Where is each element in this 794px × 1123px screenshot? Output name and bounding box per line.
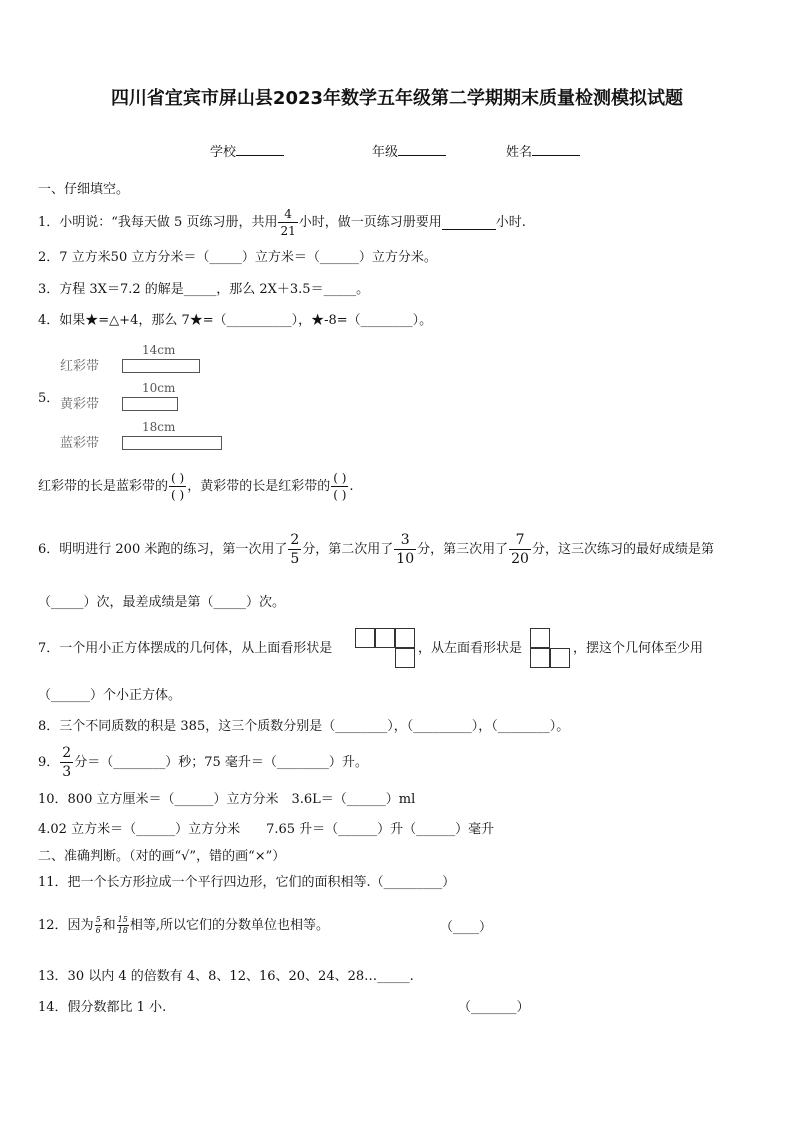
fraction-denominator-blank[interactable]: ( ) (333, 488, 347, 502)
question-13-text: 30 以内 4 的倍数有 4、8、12、16、20、24、28…_____. (67, 969, 414, 984)
question-9 (38, 746, 368, 779)
question-1-text-c: 小时. (495, 215, 526, 230)
question-11-number: 11． (38, 875, 68, 890)
question-14-text: 假分数都比 1 小. (67, 1000, 167, 1015)
fraction-denominator: 10 (396, 551, 415, 567)
question-5-text-a: 红彩带的长是蓝彩带的 (38, 479, 169, 494)
question-10 (38, 793, 415, 806)
question-10-line-2: 4.02 立方米＝（______）立方分米 7.65 升＝（______）升（______）毫升 (38, 822, 495, 837)
question-7-text-b: ，从左面看形状是 (418, 641, 523, 656)
question-5-text-c: . (349, 479, 354, 494)
question-14-number: 14． (38, 1000, 68, 1015)
question-8-text: 三个不同质数的积是 385，这三个质数分别是（________），（_________），（________）。 (59, 719, 570, 734)
question-3-text: 方程 3X＝7.2 的解是_____，那么 2X＋3.5＝_____。 (59, 282, 370, 297)
question-2 (38, 251, 437, 264)
question-6-fraction-2 (394, 533, 416, 566)
question-12-text-a: 因为 (67, 918, 94, 933)
question-13 (38, 970, 414, 983)
top-view-cell (375, 628, 395, 648)
fraction-denominator: 3 (62, 764, 72, 780)
name-field[interactable] (506, 143, 580, 159)
question-4 (38, 314, 432, 327)
question-6-text-c: 分，第三次用了 (417, 542, 509, 557)
question-4-text: 如果★=△+4，那么 7★=（__________），★-8=（________）。 (59, 313, 433, 328)
question-11-text: 把一个长方形拉成一个平行四边形，它们的面积相等.（_________） (67, 875, 456, 890)
question-7-number: 7． (38, 641, 60, 656)
left-view-cell (530, 628, 550, 648)
ribbon-blue-label: 蓝彩带 (60, 436, 100, 451)
left-view-cell (550, 648, 570, 668)
question-1-text-a: 小明说：“我每天做 5 页练习册，共用 (59, 215, 278, 230)
question-7-line-1 (38, 642, 332, 655)
question-6-line-2: （_____）次，最差成绩是第（_____）次。 (38, 595, 286, 610)
fraction-denominator: 20 (511, 551, 529, 567)
question-4-number: 4． (38, 313, 60, 328)
question-10-number: 10． (38, 792, 68, 807)
ribbon-yellow-length: 10cm (142, 381, 176, 395)
fraction-numerator: 7 (515, 532, 525, 548)
question-3 (38, 283, 369, 296)
question-5-number: 5． (38, 391, 60, 406)
question-7-text-a: 一个用小正方体摆成的几何体，从上面看形状是 (59, 641, 333, 656)
fraction-denominator: 21 (280, 224, 296, 238)
question-2-text: 7 立方米50 立方分米＝（_____）立方米＝（______）立方分米。 (59, 250, 437, 265)
question-1-blank[interactable] (442, 215, 496, 230)
question-5-answer-fraction-1[interactable] (169, 472, 186, 501)
question-1-text-b: 小时，做一页练习册要用 (298, 215, 442, 230)
question-12-answer[interactable]: （____） (440, 920, 493, 935)
question-7-line-2: （______）个小正方体。 (38, 688, 182, 703)
fraction-denominator: 18 (117, 926, 128, 935)
question-6-fraction-1 (288, 533, 301, 566)
ribbon-red-length: 14cm (142, 343, 176, 357)
fraction-numerator: 5 (95, 915, 101, 924)
question-6-number: 6． (38, 542, 60, 557)
question-2-number: 2． (38, 250, 60, 265)
question-14 (38, 1001, 166, 1014)
question-3-number: 3． (38, 282, 60, 297)
question-5-text-b: ，黄彩带的长是红彩带的 (187, 479, 331, 494)
grade-label: 年级 (372, 145, 399, 160)
school-field[interactable] (210, 143, 284, 159)
question-1 (38, 208, 526, 237)
ribbon-yellow-label: 黄彩带 (60, 397, 100, 412)
grade-field[interactable] (372, 143, 446, 159)
question-12-number: 12． (38, 918, 68, 933)
top-view-cell (395, 648, 415, 668)
fraction-denominator-blank[interactable]: ( ) (171, 488, 185, 502)
fraction-denominator: 5 (290, 551, 300, 567)
question-6-text-b: 分，第二次用了 (302, 542, 394, 557)
question-14-answer[interactable]: （_______） (458, 1000, 530, 1015)
question-6-text-a: 明明进行 200 米跑的练习，第一次用了 (59, 542, 288, 557)
question-8 (38, 720, 569, 733)
question-9-fraction (60, 746, 73, 779)
ribbon-blue-bar (122, 436, 222, 450)
question-6-fraction-3 (509, 533, 531, 566)
question-1-fraction (278, 208, 297, 237)
top-view-cell (395, 628, 415, 648)
question-6 (38, 533, 714, 566)
fraction-numerator-blank[interactable]: ( ) (333, 471, 347, 485)
question-12-fraction-1 (95, 916, 102, 935)
ribbon-red-bar (122, 359, 200, 373)
question-6-text-d: 分，这三次练习的最好成绩是第 (531, 542, 714, 557)
ribbon-red-label: 红彩带 (60, 359, 100, 374)
name-label: 姓名 (506, 145, 533, 160)
section-1-heading: 一、仔细填空。 (38, 182, 130, 197)
school-label: 学校 (210, 145, 237, 160)
fraction-numerator: 3 (400, 532, 410, 548)
question-5-sentence (38, 472, 354, 501)
question-7-text-c: ，摆这个几何体至少用 (573, 641, 704, 656)
fraction-numerator: 2 (290, 532, 300, 548)
section-2-heading: 二、准确判断。（对的画“√”，错的画“×”） (38, 849, 286, 864)
fraction-numerator-blank[interactable]: ( ) (171, 471, 185, 485)
question-12-fraction-2 (117, 916, 129, 935)
left-view-cell (530, 648, 550, 668)
question-12 (38, 916, 329, 935)
question-9-text: 分＝（________）秒；75 毫升＝（________）升。 (74, 755, 368, 770)
question-12-text-c: 相等,所以它们的分数单位也相等。 (129, 918, 329, 933)
fraction-numerator: 4 (284, 207, 292, 221)
fraction-numerator: 2 (62, 745, 72, 761)
question-9-number: 9． (38, 755, 60, 770)
question-13-number: 13． (38, 969, 68, 984)
question-10-text: 800 立方厘米＝（______）立方分米 3.6L＝（______）ml (67, 792, 416, 807)
question-12-text-b: 和 (102, 918, 116, 933)
school-blank[interactable] (236, 143, 284, 156)
question-5-answer-fraction-2[interactable] (331, 472, 348, 501)
fraction-denominator: 6 (95, 926, 101, 935)
ribbon-yellow-bar (122, 397, 178, 411)
name-blank[interactable] (532, 143, 580, 156)
fraction-numerator: 15 (117, 915, 128, 924)
top-view-cell (355, 628, 375, 648)
grade-blank[interactable] (398, 143, 446, 156)
page-title: 四川省宜宾市屏山县2023年数学五年级第二学期期末质量检测模拟试题 (110, 88, 684, 109)
question-11 (38, 876, 455, 889)
question-8-number: 8． (38, 719, 60, 734)
question-1-number: 1． (38, 215, 60, 230)
ribbon-blue-length: 18cm (142, 420, 176, 434)
